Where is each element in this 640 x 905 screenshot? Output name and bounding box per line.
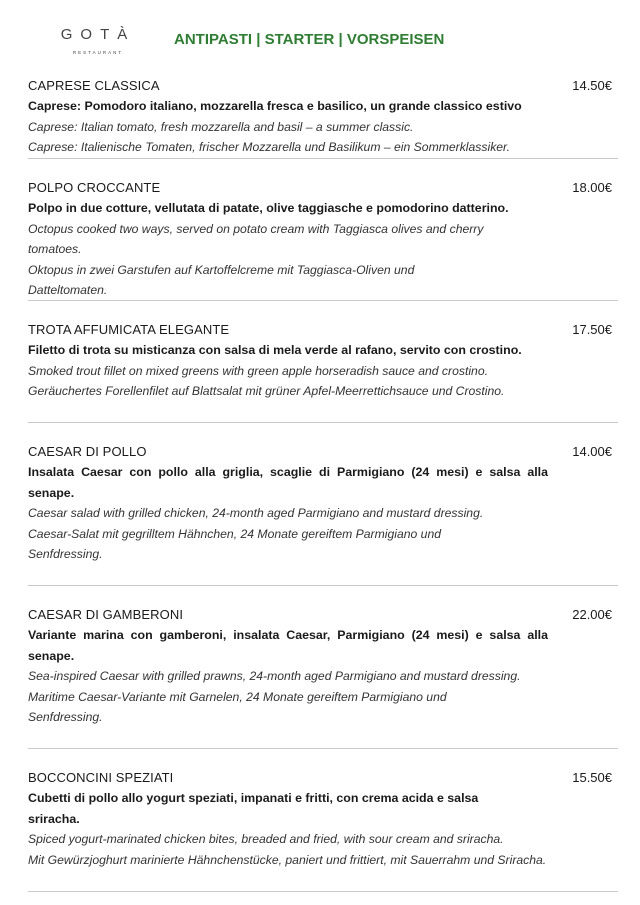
dish-price: 14.00€ bbox=[572, 444, 612, 459]
dish-description-it: Caprese: Pomodoro italiano, mozzarella fresca e basilico, un grande classico estivo bbox=[28, 99, 522, 113]
restaurant-logo bbox=[48, 26, 142, 56]
dish-name: TROTA AFFUMICATA ELEGANTE bbox=[28, 322, 230, 337]
dish-description-de: Geräuchertes Forellenfilet auf Blattsalat mit grüner Apfel-Meerrettichsauce und Crostino. bbox=[28, 384, 505, 398]
dish-name: CAPRESE CLASSICA bbox=[28, 78, 160, 93]
dish-description-en: Octopus cooked two ways, served on potato cream with Taggiasca olives and cherry tomatoes. bbox=[28, 221, 484, 256]
menu-list bbox=[28, 76, 618, 892]
dish-description-it: Variante marina con gamberoni, insalata Caesar, Parmigiano (24 mesi) e salsa alla senape. bbox=[28, 628, 548, 663]
dish-description-it: Filetto di trota su misticanza con salsa di mela verde al rafano, servito con crostino. bbox=[28, 343, 522, 357]
dish-description-it: Cubetti di pollo allo yogurt speziati, impanati e fritti, con crema acida e salsa sriracha. bbox=[28, 791, 479, 826]
dish-description-en: Spiced yogurt-marinated chicken bites, breaded and fried, with sour cream and sriracha. bbox=[28, 832, 504, 846]
page-header bbox=[0, 0, 640, 70]
dish-description-de: Caprese: Italienische Tomaten, frischer Mozzarella und Basilikum – ein Sommerklassiker. bbox=[28, 140, 511, 154]
dish-description-de: Caesar-Salat mit gegrilltem Hähnchen, 24 Monate gereiftem Parmigiano und Senfdressing. bbox=[28, 526, 442, 561]
dish-description-it: Polpo in due cotture, vellutata di patate, olive taggiasche e pomodorino datterino. bbox=[28, 201, 509, 215]
dish-description-en: Caesar salad with grilled chicken, 24-month aged Parmigiano and mustard dressing. bbox=[28, 506, 484, 520]
dish-name: CAESAR DI GAMBERONI bbox=[28, 607, 184, 622]
dish-name: BOCCONCINI SPEZIATI bbox=[28, 770, 174, 785]
dish-name: CAESAR DI POLLO bbox=[28, 444, 147, 459]
section-title: ANTIPASTI | STARTER | VORSPEISEN bbox=[174, 31, 445, 48]
dish-description-de: Maritime Caesar-Variante mit Garnelen, 24 Monate gereiftem Parmigiano und Senfdressing. bbox=[28, 689, 447, 724]
dish-description-it: Insalata Caesar con pollo alla griglia, scaglie di Parmigiano (24 mesi) e salsa alla senape. bbox=[28, 465, 548, 500]
dish-description-de: Oktopus in zwei Garstufen auf Kartoffelcreme mit Taggiasca-Oliven und Datteltomaten. bbox=[28, 262, 415, 297]
dish-name: POLPO CROCCANTE bbox=[28, 180, 161, 195]
dish-description-en: Caprese: Italian tomato, fresh mozzarella and basil – a summer classic. bbox=[28, 119, 414, 134]
menu-item bbox=[28, 159, 618, 301]
dish-price: 18.00€ bbox=[572, 180, 612, 195]
menu-item bbox=[28, 301, 618, 423]
dish-price: 22.00€ bbox=[572, 607, 612, 622]
dish-price: 14.50€ bbox=[572, 78, 612, 93]
dish-price: 17.50€ bbox=[572, 322, 612, 337]
dish-description-en: Sea-inspired Caesar with grilled prawns, 24-month aged Parmigiano and mustard dressing. bbox=[28, 669, 521, 683]
dish-price: 15.50€ bbox=[572, 770, 612, 785]
menu-item bbox=[28, 76, 618, 159]
dish-description-de: Mit Gewürzjoghurt marinierte Hähnchenstücke, paniert und frittiert, mit Sauerrahm und Sriracha. bbox=[28, 852, 547, 867]
dish-description-en: Smoked trout fillet on mixed greens with green apple horseradish sauce and crostino. bbox=[28, 363, 488, 378]
logo-name: GOTÀ bbox=[60, 26, 136, 43]
menu-item bbox=[28, 749, 618, 892]
menu-item bbox=[28, 586, 618, 749]
menu-item bbox=[28, 423, 618, 586]
logo-subtitle: RESTAURANT bbox=[72, 50, 124, 55]
